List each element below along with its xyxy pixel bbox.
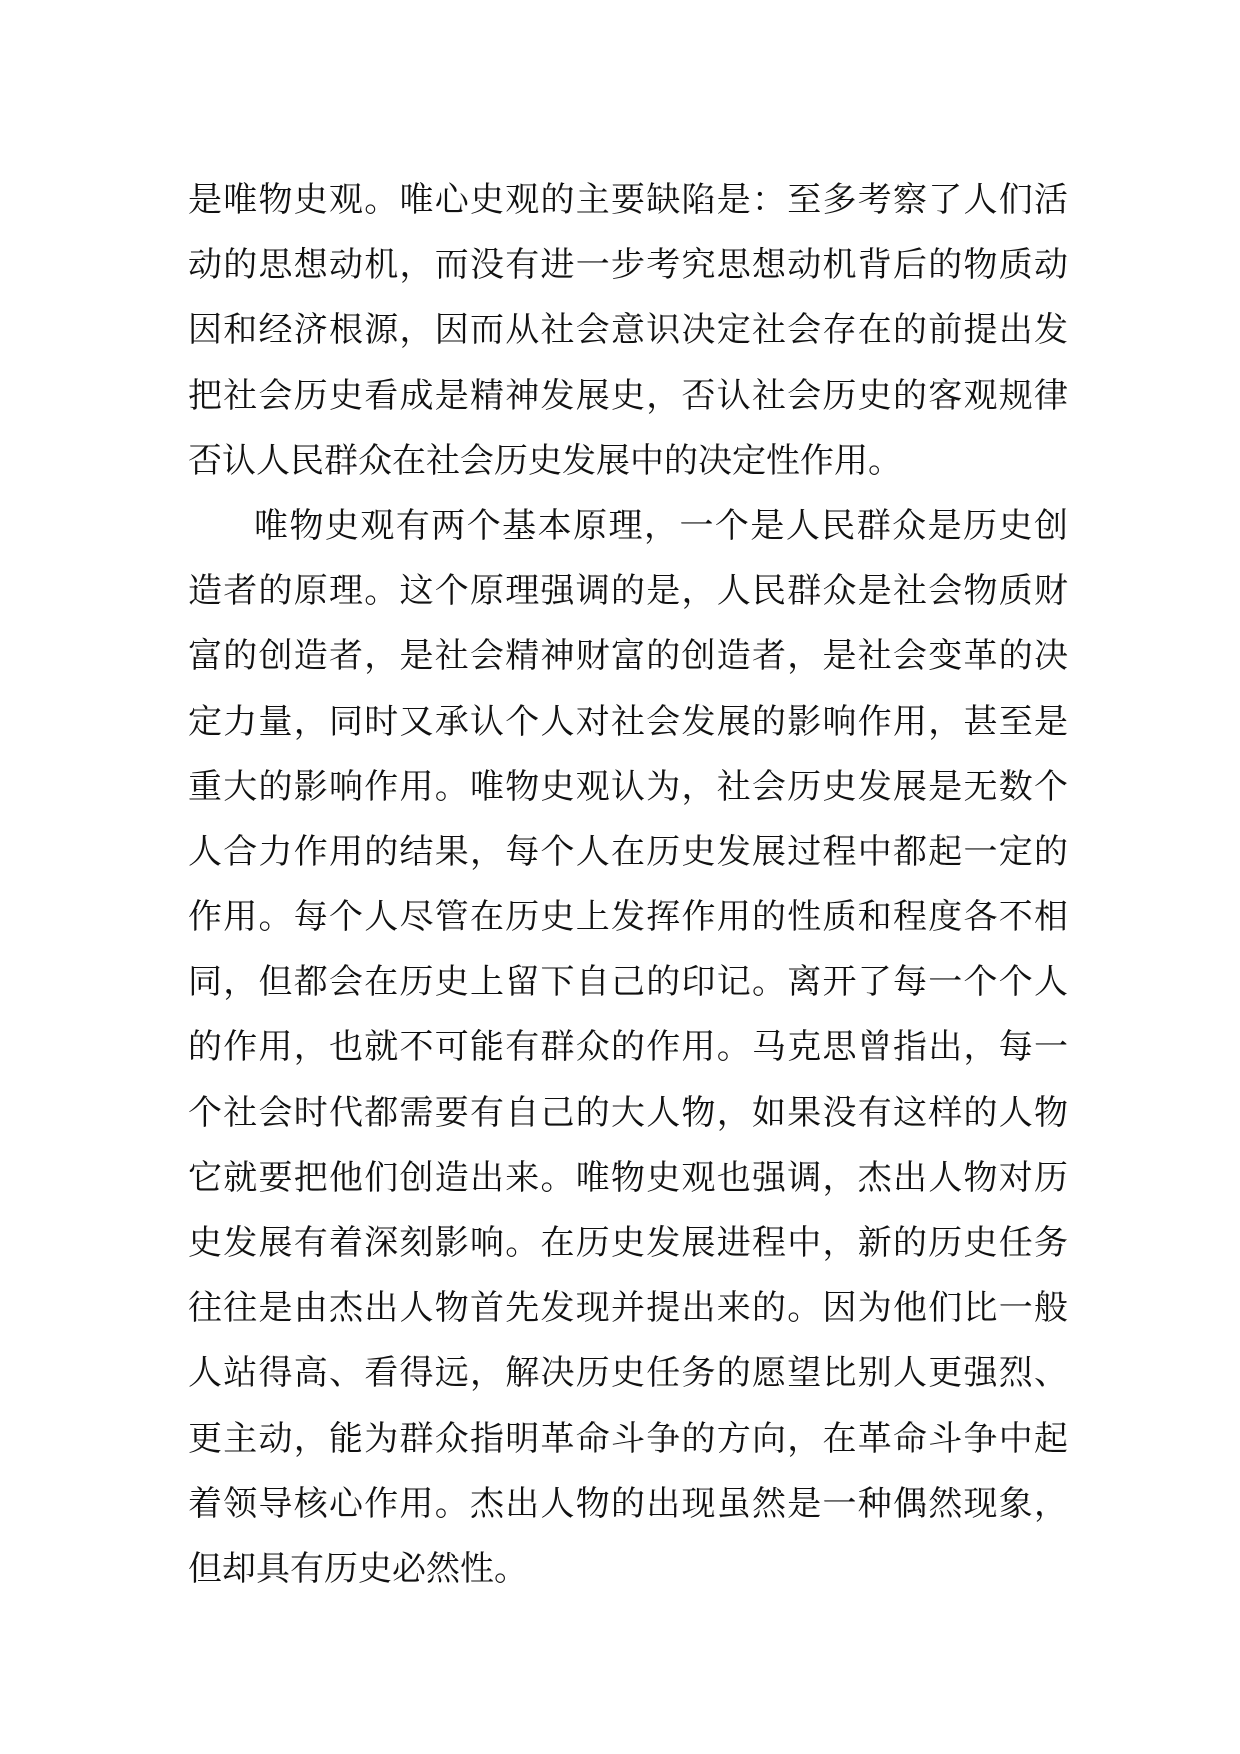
text-line: 但却具有历史必然性。 [188, 1548, 528, 1589]
text-line: 作用。每个人尽管在历史上发挥作用的性质和程度各不相 [188, 897, 1068, 938]
body-text [188, 168, 1068, 1602]
text-line: 富的创造者，是社会精神财富的创造者，是社会变革的决 [188, 636, 1068, 677]
text-line: 同，但都会在历史上留下自己的印记。离开了每一个个人 [188, 962, 1068, 1003]
text-line: 因和经济根源，因而从社会意识决定社会存在的前提出发 [188, 310, 1068, 351]
text-line: 它就要把他们创造出来。唯物史观也强调，杰出人物对历 [188, 1157, 1068, 1198]
text-line: 人站得高、看得远，解决历史任务的愿望比别人更强烈、 [188, 1353, 1068, 1394]
text-line: 着领导核心作用。杰出人物的出现虽然是一种偶然现象， [188, 1483, 1068, 1524]
text-line: 的作用，也就不可能有群众的作用。马克思曾指出，每一 [188, 1027, 1068, 1068]
text-line: 是唯物史观。唯心史观的主要缺陷是：至多考察了人们活 [188, 180, 1068, 220]
text-line: 重大的影响作用。唯物史观认为，社会历史发展是无数个 [188, 766, 1068, 807]
text-line: 人合力作用的结果，每个人在历史发展过程中都起一定的 [188, 831, 1068, 872]
text-line: 动的思想动机，而没有进一步考究思想动机背后的物质动 [188, 245, 1068, 286]
text-line: 个社会时代都需要有自己的大人物，如果没有这样的人物 [188, 1092, 1068, 1133]
text-line: 史发展有着深刻影响。在历史发展进程中，新的历史任务 [188, 1223, 1068, 1263]
text-line: 把社会历史看成是精神发展史，否认社会历史的客观规律 [188, 375, 1068, 416]
text-line: 否认人民群众在社会历史发展中的决定性作用。 [188, 440, 902, 481]
text-line: 定力量，同时又承认个人对社会发展的影响作用，甚至是 [188, 701, 1068, 742]
text-line: 更主动，能为群众指明革命斗争的方向，在革命斗争中起 [188, 1418, 1068, 1459]
text-line: 往往是由杰出人物首先发现并提出来的。因为他们比一般 [188, 1288, 1068, 1329]
text-line: 造者的原理。这个原理强调的是，人民群众是社会物质财 [188, 571, 1068, 612]
text-line: 唯物史观有两个基本原理，一个是人民群众是历史创 [254, 505, 1068, 546]
